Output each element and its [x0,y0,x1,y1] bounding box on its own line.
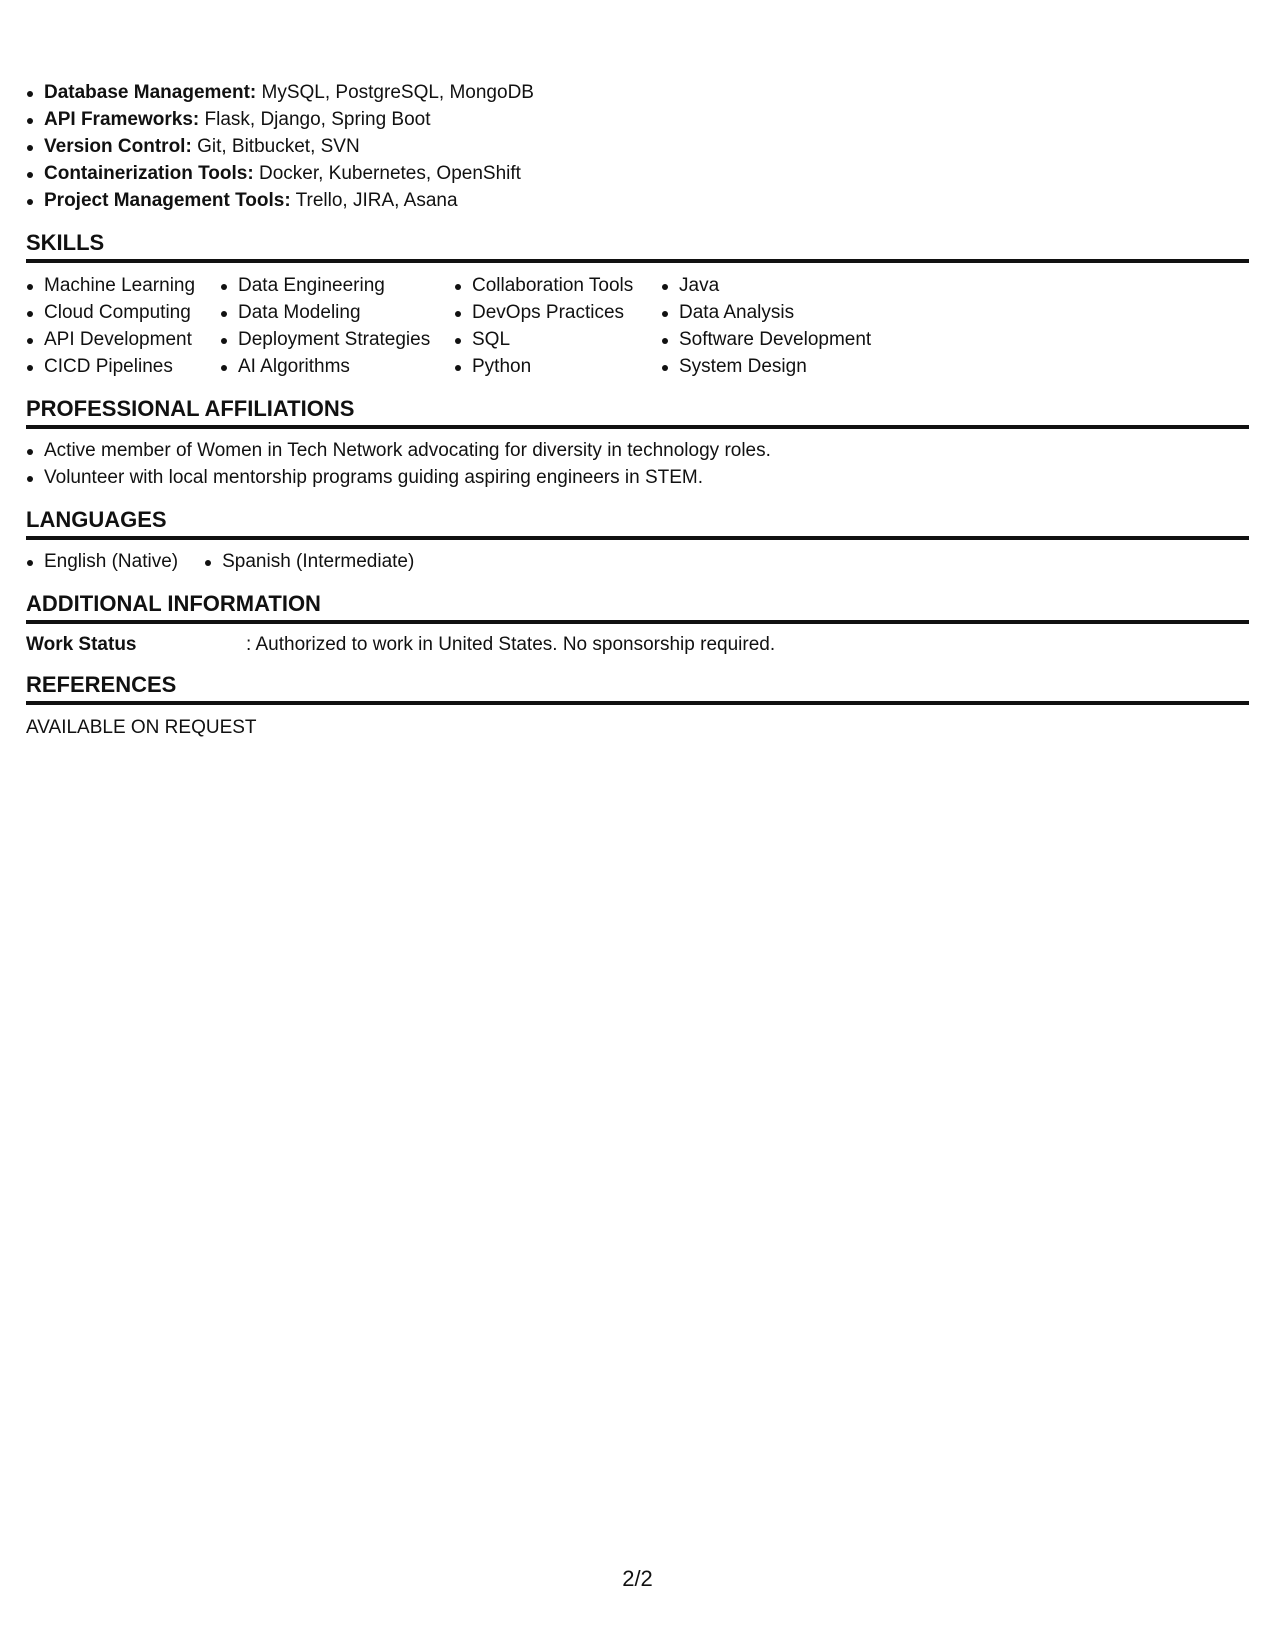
languages-heading: LANGUAGES [26,506,1249,540]
additional-info-heading: ADDITIONAL INFORMATION [26,590,1249,624]
skills-column-1 [26,272,195,380]
skill-item: API Development [26,326,195,353]
skill-item: Software Development [661,326,871,353]
tool-label: Project Management Tools: [44,190,291,211]
tool-value: Docker, Kubernetes, OpenShift [253,163,521,184]
skills-column-2 [220,272,430,380]
tool-label: API Frameworks: [44,109,200,130]
tools-list [26,79,534,214]
affiliation-item: Volunteer with local mentorship programs guiding aspiring engineers in STEM. [26,464,771,491]
skill-item: Data Modeling [220,299,430,326]
tool-label: Version Control: [44,136,192,157]
skill-item: AI Algorithms [220,353,430,380]
list-item [26,160,534,187]
skill-item: Collaboration Tools [454,272,633,299]
language-item: English (Native) [26,548,178,575]
skill-item: SQL [454,326,633,353]
list-item [26,79,534,106]
language-item: Spanish (Intermediate) [204,548,414,575]
skill-item: Data Analysis [661,299,871,326]
skill-item: Deployment Strategies [220,326,430,353]
tool-value: Flask, Django, Spring Boot [199,109,431,130]
work-status-value: : Authorized to work in United States. No sponsorship required. [246,634,776,655]
tool-label: Containerization Tools: [44,163,254,184]
work-status-label: Work Status [26,634,137,655]
skills-column-3 [454,272,633,380]
skill-item: Machine Learning [26,272,195,299]
skill-item: CICD Pipelines [26,353,195,380]
affiliation-item: Active member of Women in Tech Network advocating for diversity in technology roles. [26,437,771,464]
skill-item: DevOps Practices [454,299,633,326]
list-item [26,133,534,160]
skill-item: Java [661,272,871,299]
skill-item: Data Engineering [220,272,430,299]
tool-value: Trello, JIRA, Asana [290,190,458,211]
page-number: 2/2 [622,1566,653,1591]
skills-column-4 [661,272,871,380]
affiliations-heading: PROFESSIONAL AFFILIATIONS [26,395,1249,429]
tool-value: MySQL, PostgreSQL, MongoDB [256,82,534,103]
skill-item: Cloud Computing [26,299,195,326]
list-item [26,187,534,214]
skills-heading: SKILLS [26,229,1249,263]
references-text: AVAILABLE ON REQUEST [26,717,257,738]
tool-label: Database Management: [44,82,257,103]
affiliations-list [26,437,771,491]
languages-list [26,548,440,575]
work-status-row [26,631,775,658]
list-item [26,106,534,133]
tool-value: Git, Bitbucket, SVN [191,136,360,157]
skill-item: System Design [661,353,871,380]
references-heading: REFERENCES [26,671,1249,705]
skill-item: Python [454,353,633,380]
